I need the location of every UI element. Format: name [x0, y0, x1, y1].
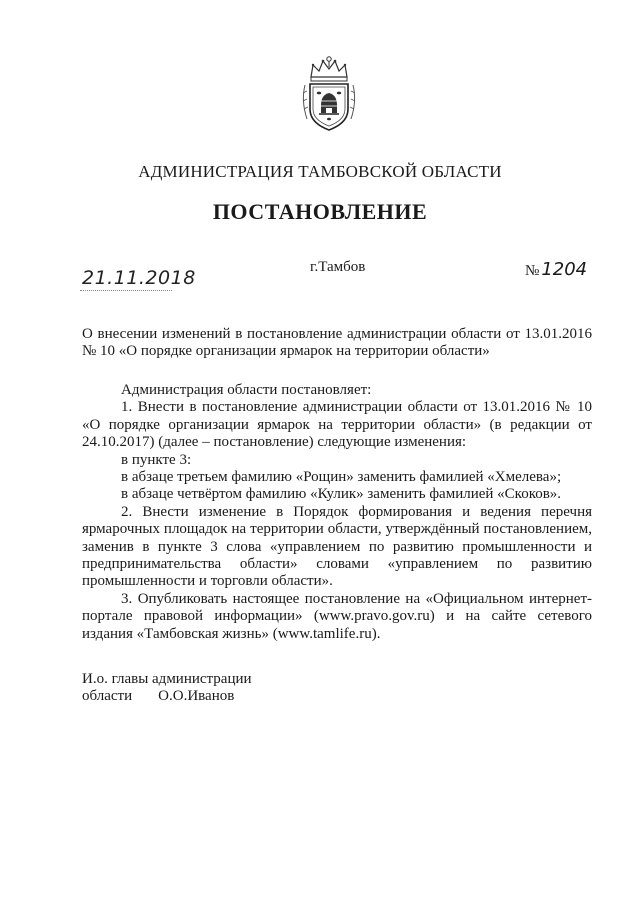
organization-name: АДМИНИСТРАЦИЯ ТАМБОВСКОЙ ОБЛАСТИ — [138, 162, 502, 181]
signature-block — [82, 671, 252, 705]
document-city: г.Тамбов — [310, 259, 366, 275]
tambov-coat-of-arms-icon — [299, 55, 359, 133]
document-number — [525, 259, 587, 280]
signer-position: И.о. главы администрации — [82, 671, 252, 687]
number-value: 1204 — [541, 259, 588, 280]
document-subject: О внесении изменений в постановление администрации области от 13.01.2016 № 10 «О порядке организации ярмарок на территории области» — [82, 326, 592, 359]
body-paragraph: 1. Внести в постановление администрации области от 13.01.2016 № 10 «О порядке организации ярмарок на территории области» (в редакции от 24.10.2017) (далее – постановление) следующие изменения: — [82, 399, 592, 451]
document-date: 21.11.2018 — [82, 267, 196, 289]
number-label: № — [525, 263, 540, 279]
body-paragraph: Администрация области постановляет: — [121, 382, 372, 398]
body-paragraph: 3. Опубликовать настоящее постановление на «Официальном интернет-портале правовой информации» (www.pravo.gov.ru) и на сайте сетевого издания «Тамбовская жизнь» (www.tamlife.ru). — [82, 590, 592, 642]
document-body — [82, 382, 592, 643]
signer-name: О.О.Иванов — [158, 688, 235, 704]
body-paragraph: в абзаце третьем фамилию «Рощин» заменить фамилией «Хмелева»; — [121, 469, 562, 486]
body-paragraph: 2. Внести изменение в Порядок формирования и ведения перечня ярмарочных площадок на территории области, утверждённый постановлением, заменив в пункте 3 слова «управлением по развитию промышленности и предпринимательства области» словами «управлением по развитию промышленности и торговли области». — [82, 503, 592, 590]
signer-line — [82, 688, 252, 705]
body-paragraph: в пункте 3: — [121, 451, 192, 468]
signer-position-continued: области — [82, 688, 133, 704]
document-type-title: ПОСТАНОВЛЕНИЕ — [212, 199, 428, 224]
date-underline — [80, 290, 172, 291]
body-paragraph: в абзаце четвёртом фамилию «Кулик» заменить фамилией «Скоков». — [121, 486, 562, 503]
